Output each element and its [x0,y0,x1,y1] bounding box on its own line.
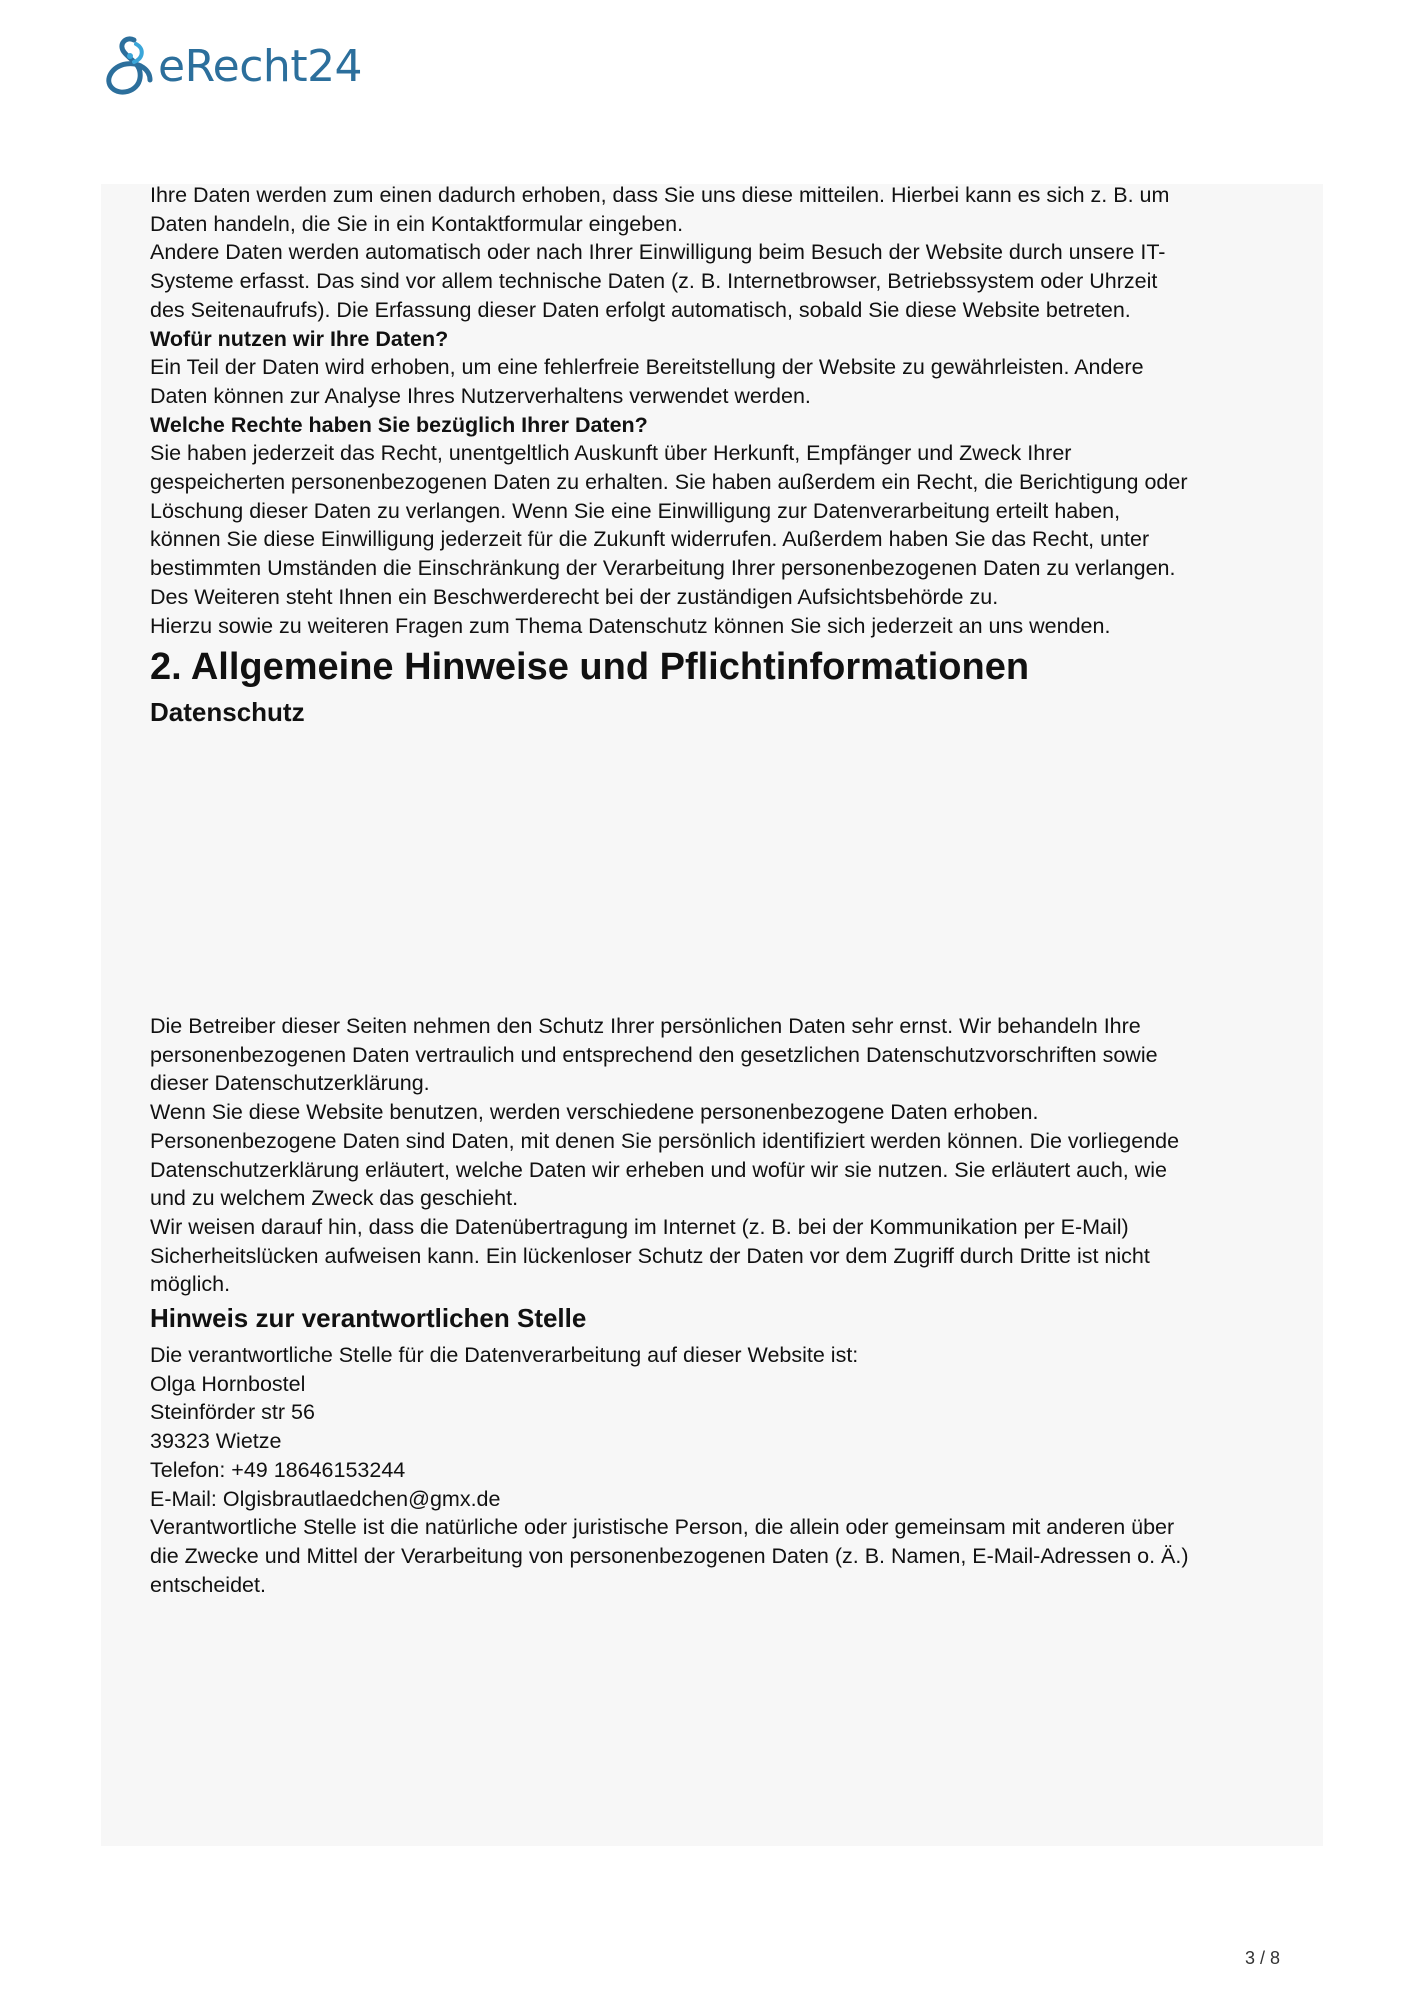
contact-street: Steinförder str 56 [150,1400,315,1425]
text-line: möglich. [150,1272,231,1297]
section-heading: 2. Allgemeine Hinweise und Pflichtinformationen [150,646,1030,688]
text-line: Sicherheitslücken aufweisen kann. Ein lückenloser Schutz der Daten vor dem Zugriff durch Dritte ist nicht [150,1243,1150,1268]
text-line: Systeme erfasst. Das sind vor allem technische Daten (z. B. Internetbrowser, Betriebssystem oder Uhrzeit [150,269,1158,294]
contact-name: Olga Hornbostel [150,1371,306,1396]
contact-phone: Telefon: +49 18646153244 [150,1457,406,1482]
text-line: entscheidet. [150,1572,266,1597]
text-line: dieser Datenschutzerklärung. [150,1071,430,1096]
text-line: personenbezogenen Daten vertraulich und entsprechend den gesetzlichen Datenschutzvorschriften sowie [150,1042,1158,1067]
text-line: Löschung dieser Daten zu verlangen. Wenn Sie eine Einwilligung zur Datenverarbeitung erteilt haben, [150,498,1121,523]
text-line: Andere Daten werden automatisch oder nach Ihrer Einwilligung beim Besuch der Website durch unsere IT- [150,240,1166,265]
text-line: bestimmten Umständen die Einschränkung der Verarbeitung Ihrer personenbezogenen Daten zu verlangen. [150,556,1176,581]
page-number: 3 / 8 [1244,1948,1280,1968]
datenschutz-text-block [150,1012,1300,1299]
text-line: Die verantwortliche Stelle für die Datenverarbeitung auf dieser Website ist: [150,1343,859,1367]
question-heading-usage: Wofür nutzen wir Ihre Daten? [150,326,449,351]
text-line: Sie haben jederzeit das Recht, unentgeltlich Auskunft über Herkunft, Empfänger und Zweck Ihrer [150,441,1072,466]
contact-city: 39323 Wietze [150,1429,282,1454]
question-heading-rights: Welche Rechte haben Sie bezüglich Ihrer Daten? [150,412,648,437]
text-line: Ein Teil der Daten wird erhoben, um eine fehlerfreie Bereitstellung der Website zu gewährleisten. Andere [150,355,1144,380]
text-line: Verantwortliche Stelle ist die natürliche oder juristische Person, die allein oder gemeinsam mit anderen über [150,1515,1175,1540]
text-line: Personenbezogene Daten sind Daten, mit denen Sie persönlich identifiziert werden können. Die vorliegende [150,1128,1180,1153]
text-line: Des Weiteren steht Ihnen ein Beschwerderecht bei der zuständigen Aufsichtsbehörde zu. [150,584,999,609]
logo-text: eRecht24 [158,41,363,92]
text-line: Datenschutzerklärung erläutert, welche Daten wir erheben und wofür wir sie nutzen. Sie erläutert auch, wie [150,1157,1167,1182]
logo-mark-icon [100,34,156,100]
text-line: Ihre Daten werden zum einen dadurch erhoben, dass Sie uns diese mitteilen. Hierbei kann es sich z. B. um [150,183,1170,207]
text-line: gespeicherten personenbezogenen Daten zu erhalten. Sie haben außerdem ein Recht, die Berichtigung oder [150,470,1188,495]
text-line: Die Betreiber dieser Seiten nehmen den Schutz Ihrer persönlichen Daten sehr ernst. Wir behandeln Ihre [150,1014,1141,1038]
logo [100,32,362,102]
text-line: die Zwecke und Mittel der Verarbeitung von personenbezogenen Daten (z. B. Namen, E-Mail-Adressen o. Ä.) [150,1543,1189,1568]
text-line: Daten können zur Analyse Ihres Nutzerverhaltens verwendet werden. [150,383,811,408]
contact-email: E-Mail: Olgisbrautlaedchen@gmx.de [150,1486,501,1511]
subsection-heading-verantwortliche-stelle: Hinweis zur verantwortlichen Stelle [150,1303,587,1333]
text-line: und zu welchem Zweck das geschieht. [150,1186,519,1211]
text-line: des Seitenaufrufs). Die Erfassung dieser Daten erfolgt automatisch, sobald Sie diese Website betreten. [150,297,1131,322]
intro-text-block [150,181,1300,640]
responsible-party-text-block [150,1341,1300,1599]
text-line: Daten handeln, die Sie in ein Kontaktformular eingeben. [150,211,684,236]
text-line: Wir weisen darauf hin, dass die Datenübertragung im Internet (z. B. bei der Kommunikation per E-Mail) [150,1214,1129,1239]
text-line: können Sie diese Einwilligung jederzeit für die Zukunft widerrufen. Außerdem haben Sie das Recht, unter [150,527,1150,552]
text-line: Hierzu sowie zu weiteren Fragen zum Thema Datenschutz können Sie sich jederzeit an uns wenden. [150,613,1111,638]
subsection-heading-datenschutz: Datenschutz [150,697,305,727]
text-line: Wenn Sie diese Website benutzen, werden verschiedene personenbezogene Daten erhoben. [150,1100,1039,1125]
